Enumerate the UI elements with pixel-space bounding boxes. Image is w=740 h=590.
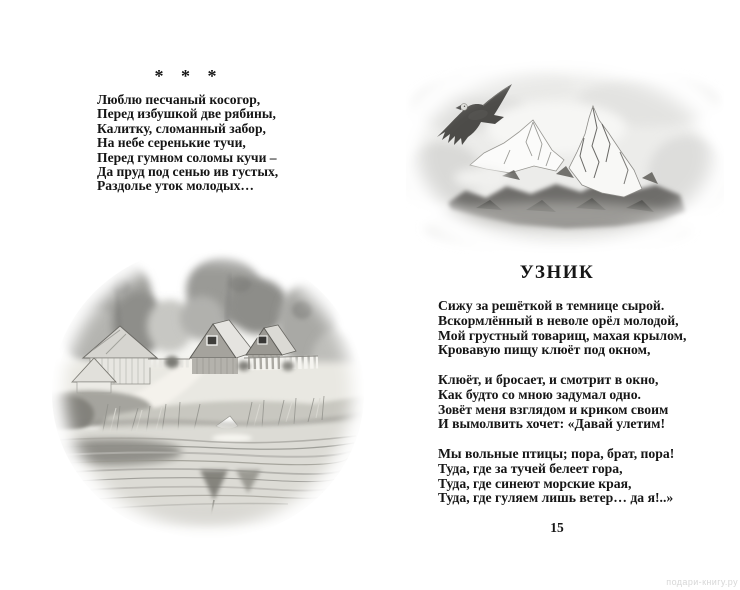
poem-line: Туда, где гуляем лишь ветер… да я!..» (438, 490, 674, 506)
watermark: подари-книгу.ру (666, 577, 738, 587)
village-pond-drawing (50, 246, 364, 544)
gable-window (207, 336, 217, 345)
mountains-eagle-drawing (406, 58, 724, 254)
eagle-head (461, 104, 468, 111)
page-number: 15 (550, 520, 564, 535)
poem-line: Перед гумном соломы кучи – (97, 149, 277, 165)
left-poem (97, 93, 278, 194)
poem-line: Туда, где за тучей белеет гора, (438, 460, 623, 476)
poem-line: Клюёт, и бросает, и смотрит в окно, (438, 372, 659, 387)
poem-line: Калитку, сломанный забор, (97, 120, 266, 136)
poem-line: Да пруд под сенью ив густых, (97, 164, 279, 180)
poem-line: И вымолвить хочет: «Давай улетим! (438, 416, 665, 432)
right-poem-stanza-1 (438, 299, 686, 358)
poem-line: Мы вольные птицы; пора, брат, пора! (438, 446, 675, 461)
right-poem-stanza-2 (438, 373, 668, 432)
mountains-eagle-illustration (406, 58, 724, 254)
poem-line: На небе серенькие тучи, (97, 135, 246, 151)
right-poem-stanza-3 (438, 447, 674, 506)
village-pond-illustration (50, 246, 364, 544)
poem-separator-stars: * * * (154, 66, 218, 86)
poem-title: УЗНИК (519, 262, 595, 283)
poem-line: Сижу за решёткой в темнице сырой. (438, 298, 665, 313)
poem-line: Перед избушкой две рябины, (97, 106, 276, 122)
poem-line: Мой грустный товарищ, махая крылом, (438, 327, 687, 343)
poem-line: Туда, где синеют морские края, (438, 475, 632, 491)
poem-line: Зовёт меня взглядом и криком своим (438, 401, 669, 417)
poem-line: Раздолье уток молодых… (97, 178, 254, 194)
attic-window (258, 336, 267, 344)
poem-line: Люблю песчаный косогор, (97, 92, 261, 107)
poem-line: Как будто со мною задумал одно. (438, 386, 641, 402)
poem-line: Кровавую пищу клюёт под окном, (438, 342, 651, 358)
poem-line: Вскормлённый в неволе орёл молодой, (438, 312, 679, 328)
